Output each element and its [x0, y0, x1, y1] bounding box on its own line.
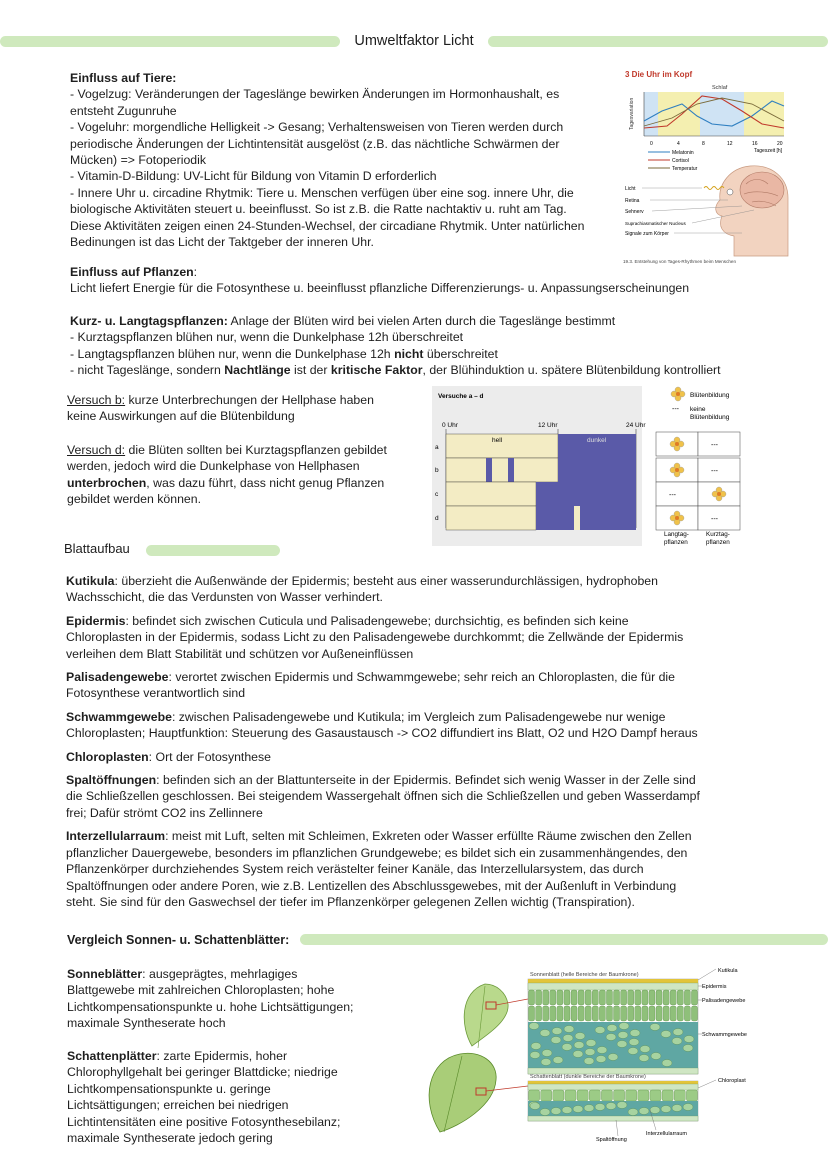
leaf-label-spaltoeffnung: Spaltöffnung — [596, 1137, 627, 1143]
pflanzen-colon: : — [193, 265, 198, 279]
leaf-cell — [663, 990, 669, 1005]
sponge-cell — [573, 1051, 583, 1058]
legend-dash: --- — [672, 406, 679, 413]
blattaufbau-list — [66, 573, 796, 917]
leaf-cell — [557, 1006, 563, 1021]
leaf-cell — [553, 1090, 564, 1101]
def-text: steht. Sie sind für den Gaswechsel der tiefer im Pflanzenkörper gelegenen Zellen wichtig (Transpiration). — [66, 894, 635, 909]
sonne-line: Blattgewebe mit zahlreichen Chloroplasten; hohe — [67, 983, 335, 998]
versuche-figure — [432, 386, 750, 546]
def-term: Interzellularraum — [66, 829, 166, 844]
def-epidermis — [66, 613, 796, 662]
sponge-cell — [540, 1030, 550, 1037]
schatten-line: Lichtkompensationspunkte u. geringe — [67, 1081, 271, 1096]
def-text: : zwischen Palisadengewebe und Kutikula; im Vergleich zum Palisadengewebe nur wenige — [171, 709, 666, 724]
def-interzellularraum — [66, 828, 796, 910]
sponge-cell — [629, 1039, 639, 1046]
col-label-lang: Langtag- — [664, 531, 689, 538]
schatten-term: Schattenplätter — [67, 1049, 157, 1063]
blattaufbau-bar — [146, 545, 280, 556]
clock-ylabel: Tagesvariation — [629, 97, 635, 130]
leaf-cell — [543, 990, 549, 1005]
schatten-line: Lichtsättigungen; erreichen bei niedrigen — [67, 1098, 289, 1113]
kurzlang-section — [70, 313, 810, 379]
clock-x-tick: 4 — [677, 141, 680, 147]
def-text: : überzieht die Außenwände der Epidermis; besteht aus einer wasserundurchlässigen, hydrophoben — [114, 574, 658, 588]
schatten-line: maximale Syntheserate jedoch gering — [67, 1131, 273, 1146]
leaf-cell — [621, 1006, 627, 1021]
sponge-cell — [530, 1052, 540, 1059]
def-text: frei; Dafür strömt CO2 ins Zellinnere — [66, 805, 263, 820]
leaf-cell — [599, 990, 605, 1005]
sun-title: Sonnenblatt (helle Bereiche der Baumkrone) — [530, 972, 639, 978]
sponge-cell — [640, 1046, 650, 1053]
brain-label: Retina — [625, 198, 640, 204]
leaf-label-schwammgewebe: Schwammgewebe — [702, 1032, 747, 1038]
leaf-cell — [628, 1006, 634, 1021]
clock-x-tick: 8 — [702, 141, 705, 147]
clock-caption: 19.3. Entstehung von Tages-Rhythmen beim Menschen — [623, 259, 737, 264]
leaf-cell — [585, 990, 591, 1005]
leaf-cell — [564, 990, 570, 1005]
leaf-cell — [677, 990, 683, 1005]
no-flower-mark: --- — [711, 442, 718, 449]
brain-label: Suprachiasmatischer Nucleus — [625, 221, 686, 226]
sponge-cell — [574, 1042, 584, 1049]
kurzlang-heading-rest: Anlage der Blüten wird bei vielen Arten durch die Tageslänge bestimmt — [227, 314, 616, 328]
sonne-line: maximale Syntheserate hoch — [67, 1016, 226, 1031]
clock-x-tick: 16 — [752, 141, 758, 147]
leaf-cell — [606, 990, 612, 1005]
sun-leaf-icon — [464, 984, 508, 1046]
no-flower-mark: --- — [669, 492, 676, 499]
leaf-cell — [656, 990, 662, 1005]
kurzlang-emph: kritische Faktor — [330, 363, 423, 378]
versuch-b-label: Versuch b: — [67, 393, 126, 407]
tiere-line: periodische Änderungen der Lichtintensität ausgelöst (z.B. das nächtliche Schwärmen der — [70, 136, 560, 151]
sponge-cell — [541, 1059, 551, 1066]
sponge-cell — [651, 1053, 661, 1060]
leaf-cell — [577, 1090, 588, 1101]
def-term: Kutikula — [66, 574, 115, 588]
leaf-cell — [606, 1006, 612, 1021]
versuch-b-text: kurze Unterbrechungen der Hellphase haben — [125, 393, 374, 407]
legend-melatonin: Melatonin — [672, 150, 694, 156]
leaf-label-interzellularraum: Interzellularraum — [646, 1131, 687, 1137]
col-label-kurz: pflanzen — [706, 539, 730, 546]
schatten-line: : zarte Epidermis, hoher — [156, 1049, 288, 1063]
leaf-cell — [589, 1090, 600, 1101]
sponge-cell — [618, 1032, 628, 1039]
versuch-d-text: werden, jedoch wird die Dunkelphase von Hellphasen — [67, 459, 360, 474]
leaf-label-chloroplast: Chloroplast — [718, 1078, 746, 1084]
sponge-cell — [529, 1023, 539, 1030]
sponge-cell — [639, 1108, 649, 1115]
sponge-cell — [552, 1028, 562, 1035]
leaf-cell — [638, 1090, 649, 1101]
versuch-b-text: keine Auswirkungen auf die Blütenbildung — [67, 409, 295, 424]
sponge-cell — [530, 1103, 540, 1110]
no-flower-mark: --- — [711, 516, 718, 523]
pflanzen-section — [70, 264, 790, 297]
def-text: Wachsschicht, die das Verdunsten von Wasser verhindert. — [66, 590, 383, 605]
sponge-cell — [617, 1041, 627, 1048]
kurzlang-line: - nicht Tageslänge, sondern — [70, 363, 225, 378]
leaf-cell — [662, 1090, 673, 1101]
sponge-cell — [595, 1104, 605, 1111]
blattaufbau-heading: Blattaufbau — [64, 541, 130, 556]
kurzlang-emph: Nachtlänge — [224, 363, 291, 378]
sonne-line: : ausgeprägtes, mehrlagiges — [142, 967, 298, 981]
legend-cortisol: Cortisol — [672, 158, 689, 164]
leaf-cell — [650, 1090, 661, 1101]
clock-x-tick: 12 — [727, 141, 733, 147]
tiere-line: - Innere Uhr u. circadine Rhytmik: Tiere u. Menschen verfügen über eine sog. innere Uhr, die — [70, 185, 574, 200]
sponge-cell — [540, 1109, 550, 1116]
sponge-cell — [563, 1035, 573, 1042]
leaf-label-kutikula: Kutikula — [718, 968, 738, 974]
sponge-cell — [585, 1049, 595, 1056]
sponge-cell — [607, 1025, 617, 1032]
leaf-cell — [684, 1006, 690, 1021]
tiere-heading: Einfluss auf Tiere: — [70, 71, 177, 85]
def-term: Spaltöffnungen — [66, 773, 157, 788]
def-chloroplasten — [66, 749, 796, 765]
leaf-figure — [420, 964, 780, 1144]
leaf-cell — [592, 990, 598, 1005]
clock-x-tick: 0 — [650, 141, 653, 147]
tiere-line: biologische Aktivitäten steuert u. beeinflusst. So ist z.B. die Ratte nachtaktiv u. ruht am Tag. — [70, 202, 567, 217]
sponge-cell — [673, 1029, 683, 1036]
schatten-line: Chlorophyllgehalt bei geringer Blattdicke; niedrige — [67, 1065, 338, 1080]
brain — [740, 172, 784, 208]
def-text: : befindet sich zwischen Cuticula und Palisadengewebe; durchsichtig, es befinden sich keine — [125, 613, 629, 628]
sponge-cell — [662, 1060, 672, 1067]
leaf-cell — [626, 1090, 637, 1101]
leaf-cell — [578, 990, 584, 1005]
page-title: Umweltfaktor Licht — [354, 33, 474, 49]
tiere-section — [70, 70, 630, 250]
sponge-cell — [672, 1105, 682, 1112]
sponge-cell — [575, 1033, 585, 1040]
sponge-cell — [684, 1036, 694, 1043]
row-label: a — [435, 444, 439, 451]
tiere-line: Bedinungen ist das Licht der Taktgeber der inneren Uhr. — [70, 235, 374, 250]
leaf-cell — [642, 990, 648, 1005]
schatten-line: Lichtintensitäten eine positive Fotosynthesebilanz; — [67, 1114, 341, 1129]
sponge-cell — [628, 1109, 638, 1116]
leaf-cell — [536, 1006, 542, 1021]
tiere-line: entsteht Zugunruhe — [70, 103, 177, 118]
leaf-cell — [691, 990, 697, 1005]
leaf-cell — [649, 990, 655, 1005]
sponge-cell — [564, 1026, 574, 1033]
row-label: d — [435, 515, 439, 522]
leaf-cell — [529, 1006, 535, 1021]
sponge-cell — [672, 1038, 682, 1045]
leaf-cell — [649, 1006, 655, 1021]
kurzlang-line: ist der — [290, 363, 331, 378]
sponge-cell — [650, 1107, 660, 1114]
versuch-d-text: die Blüten sollten bei Kurztagspflanzen gebildet — [125, 443, 387, 457]
brain-label: Licht — [625, 186, 636, 192]
def-term: Epidermis — [66, 613, 126, 628]
versuch-d-label: Versuch d: — [67, 443, 126, 457]
leaf-cell — [670, 1006, 676, 1021]
sponge-cell — [553, 1057, 563, 1064]
sponge-cell — [650, 1024, 660, 1031]
sponge-cell — [606, 1034, 616, 1041]
leaf-cell — [691, 1006, 697, 1021]
leaf-label-palisadengewebe: Palisadengewebe — [702, 998, 746, 1004]
def-schwammgewebe — [66, 709, 796, 742]
leaf-cell — [674, 1090, 685, 1101]
sponge-cell — [573, 1106, 583, 1113]
def-text: : verortet zwischen Epidermis und Schwammgewebe; sehr reich an Chloroplasten, die für die — [168, 670, 675, 685]
leaf-cell — [536, 990, 542, 1005]
sponge-cell — [551, 1108, 561, 1115]
brain-label: Sehnerv — [625, 209, 644, 215]
leaf-cell — [550, 990, 556, 1005]
sponge-cell — [584, 1105, 594, 1112]
vergleich-heading: Vergleich Sonnen- u. Schattenblätter: — [67, 933, 290, 947]
def-text: : Ort der Fotosynthese — [148, 749, 272, 764]
leaf-cell — [564, 1006, 570, 1021]
leaf-cell — [541, 1090, 552, 1101]
sponge-cell — [606, 1103, 616, 1110]
leaf-cell — [635, 1006, 641, 1021]
leaf-cell — [642, 1006, 648, 1021]
tiere-line: - Vitamin-D-Bildung: UV-Licht für Bildung von Vitamin D erforderlich — [70, 169, 437, 184]
leaf-cell — [614, 990, 620, 1005]
leaf-cell — [571, 990, 577, 1005]
leaf-cell — [571, 1006, 577, 1021]
legend-none: Blütenbildung — [690, 414, 730, 421]
leaf-cell — [585, 1006, 591, 1021]
def-kutikula — [66, 573, 796, 606]
leaf-cell — [621, 990, 627, 1005]
versuch-d-text: , was dazu führt, dass nicht genug Pflanzen — [146, 475, 385, 490]
leaf-cell — [628, 990, 634, 1005]
legend-none: keine — [690, 406, 706, 413]
hell-label: hell — [492, 437, 503, 444]
clock-sleep-label: Schlaf — [712, 85, 728, 91]
no-flower-mark: --- — [711, 468, 718, 475]
leaf-cell — [656, 1006, 662, 1021]
clock-figure-title: 3 Die Uhr im Kopf — [625, 70, 693, 79]
vergleich-bar — [300, 934, 828, 945]
tiere-line: Diese Aktivitäten zeigen einen 24-Stunden-Wechsel, der circadiane Rhytmik. Unter natürlichen — [70, 218, 585, 233]
leaf-cell — [670, 990, 676, 1005]
sponge-cell — [596, 1056, 606, 1063]
def-text: Chloroplasten in der Epidermis, sodass Licht zu den Palisadengewebe durchkommt; die Zellwände der Epidermis — [66, 630, 684, 645]
clock-x-tick: 20 — [777, 141, 783, 147]
versuch-d-text: gebildet werden können. — [67, 492, 201, 507]
kurzlang-line: - Langtagspflanzen blühen nur, wenn die Dunkelphase 12h — [70, 346, 395, 361]
leaf-cell — [529, 1090, 540, 1101]
sponge-cell — [542, 1050, 552, 1057]
col-label-lang: pflanzen — [664, 539, 688, 546]
versuch-d-emph: unterbrochen — [67, 475, 147, 490]
sponge-cell — [661, 1031, 671, 1038]
sponge-cell — [683, 1104, 693, 1111]
def-text: Pflanzenkörper durchziehendes System reich verästelter feiner Kanäle, das Interzellularsystem, das durch — [66, 862, 644, 877]
flower-icon — [671, 387, 685, 401]
pflanzen-heading: Einfluss auf Pflanzen — [70, 265, 194, 279]
legend-temperatur: Temperatur — [672, 166, 698, 172]
leaf-cell — [550, 1006, 556, 1021]
time-label: 24 Uhr — [626, 422, 646, 429]
leaf-cell — [565, 1090, 576, 1101]
sponge-cell — [617, 1102, 627, 1109]
versuch-b — [67, 392, 407, 425]
def-text: pflanzlicher Dauergewebe, besonders im pflanzlichen Grundgewebe; es bildet sich ein zusammenhängendes, den — [66, 845, 688, 860]
time-label: 0 Uhr — [442, 422, 458, 429]
sponge-cell — [586, 1040, 596, 1047]
row-label: c — [435, 491, 439, 498]
def-text: : meist mit Luft, selten mit Schleimen, Exkreten oder Wasser erfüllte Räume zwischen den Zellen — [165, 829, 692, 844]
versuch-d — [67, 442, 417, 508]
kurzlang-line: - Kurztagspflanzen blühen nur, wenn die Dunkelphase 12h überschreitet — [70, 330, 464, 345]
kurzlang-emph: nicht — [394, 346, 424, 361]
shade-title: Schattenblatt (dunkle Bereiche der Baumkrone) — [530, 1074, 646, 1080]
leaf-cell — [684, 990, 690, 1005]
tiere-line: Mücken) => Fotoperiodik — [70, 153, 207, 168]
def-text: : befinden sich an der Blattunterseite in der Epidermis. Befindet sich wenig Wasser in der Zelle sind — [156, 773, 696, 788]
dunkel-label: dunkel — [587, 437, 607, 444]
def-spaltoeffnungen — [66, 772, 796, 821]
leaf-cell — [599, 1006, 605, 1021]
sonne-text — [67, 966, 397, 1032]
leaf-cell — [543, 1006, 549, 1021]
clock-x-label: Tageszeit [h] — [754, 148, 783, 154]
leaf-cell — [557, 990, 563, 1005]
tiere-line: - Vogeluhr: morgendliche Helligkeit -> Gesang; Verhaltensweisen von Tieren werden durch — [70, 120, 564, 135]
row-label: b — [435, 467, 439, 474]
leaf-cell — [677, 1006, 683, 1021]
sponge-cell — [683, 1045, 693, 1052]
tiere-line: - Vogelzug: Veränderungen der Tageslänge bewirken Änderungen im Hormonhaushalt, es — [70, 87, 560, 102]
legend-flower: Blütenbildung — [690, 392, 730, 399]
sponge-cell — [562, 1044, 572, 1051]
sponge-cell — [628, 1048, 638, 1055]
sponge-cell — [584, 1058, 594, 1065]
def-palisadengewebe — [66, 669, 796, 702]
leaf-cell — [663, 1006, 669, 1021]
sponge-cell — [597, 1047, 607, 1054]
brain-label: Signale zum Körper — [625, 231, 669, 237]
leaf-label-epidermis: Epidermis — [702, 984, 727, 990]
time-label: 12 Uhr — [538, 422, 558, 429]
leaf-cell — [578, 1006, 584, 1021]
sonne-term: Sonneblätter — [67, 967, 143, 981]
kurzlang-line: überschreitet — [423, 346, 498, 361]
leaf-cell — [529, 990, 535, 1005]
sponge-cell — [551, 1037, 561, 1044]
leaf-cell — [635, 990, 641, 1005]
title-bar-right — [488, 36, 828, 47]
def-text: Fotosynthese verantwortlich sind — [66, 686, 246, 701]
sponge-cell — [639, 1055, 649, 1062]
leaf-cell — [601, 1090, 612, 1101]
leaf-cell — [686, 1090, 697, 1101]
leaf-cell — [614, 1090, 625, 1101]
sponge-cell — [619, 1023, 629, 1030]
def-term: Schwammgewebe — [66, 709, 172, 724]
def-text: Spaltöffnungen oder andere Poren, wie z.B. Lentizellen des Abschlussgewebes, mit der Außenluft in Verbindung — [66, 878, 677, 893]
leaf-cell — [614, 1006, 620, 1021]
leaf-cell — [592, 1006, 598, 1021]
schatten-text — [67, 1048, 397, 1146]
pflanzen-text: Licht liefert Energie für die Fotosynthese u. beeinflusst pflanzliche Differenzierungs- u. Anpassungserscheinungen — [70, 281, 690, 296]
sponge-cell — [562, 1107, 572, 1114]
versuche-title: Versuche a – d — [438, 393, 484, 400]
sponge-cell — [608, 1054, 618, 1061]
sonne-line: Lichtkompensationspunkte u. hohe Lichtsättigungen; — [67, 999, 354, 1014]
sponge-cell — [595, 1027, 605, 1034]
kurzlang-heading: Kurz- u. Langtagspflanzen: — [70, 314, 228, 328]
kurzlang-line: , der Blühinduktion u. spätere Blütenbildung kontrolliert — [422, 363, 721, 378]
title-bar-left — [0, 36, 340, 47]
sponge-cell — [661, 1106, 671, 1113]
def-text: die Schließzellen geschlossen. Bei steigendem Wassergehalt öffnen sich die Schließzellen und geben Wasserdampf — [66, 789, 700, 804]
sponge-cell — [531, 1043, 541, 1050]
def-term: Palisadengewebe — [66, 670, 169, 685]
clock-figure — [622, 66, 790, 266]
def-text: verleihen dem Blatt Stabilität und schützen vor Außeneinflüssen — [66, 646, 414, 661]
def-term: Chloroplasten — [66, 749, 149, 764]
sponge-cell — [630, 1030, 640, 1037]
col-label-kurz: Kurztag- — [706, 531, 730, 538]
def-text: Chloroplasten; Hauptfunktion: Steuerung des Gasaustausch -> CO2 diffundiert ins Blatt, O2 und H2O Dampf heraus — [66, 726, 698, 741]
